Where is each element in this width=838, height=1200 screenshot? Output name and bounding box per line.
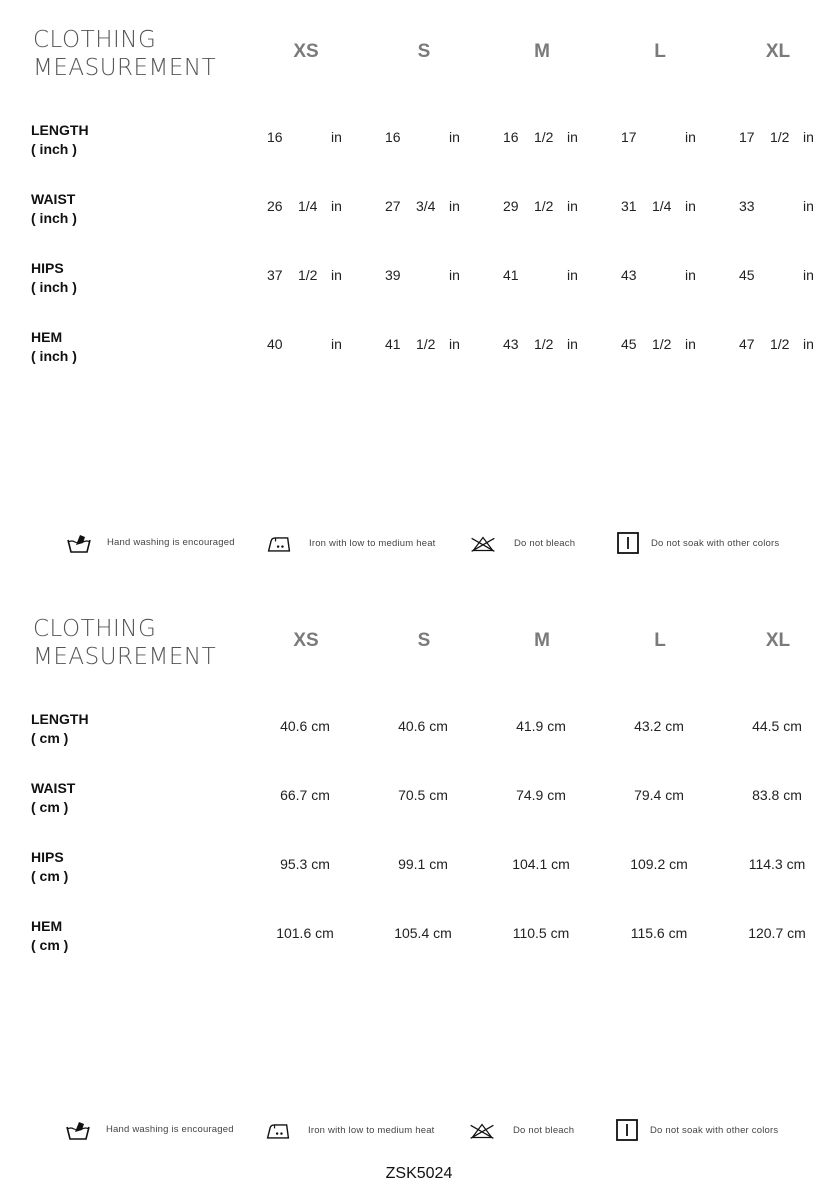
value-whole: 29 bbox=[503, 198, 519, 214]
size-header-xs: XS bbox=[293, 41, 319, 62]
value-cell: 74.9 cm bbox=[516, 787, 566, 803]
row-label-text: LENGTH bbox=[31, 122, 89, 138]
title-line-2: MEASUREMENT bbox=[33, 55, 217, 81]
row-label-hem bbox=[31, 917, 68, 955]
row-label-text: HEM bbox=[31, 329, 63, 345]
value-unit: in bbox=[331, 267, 342, 283]
value-unit: in bbox=[449, 336, 460, 352]
no-soak-icon bbox=[615, 531, 641, 555]
value-fraction: 1/4 bbox=[652, 198, 672, 214]
row-label-text: LENGTH bbox=[31, 711, 89, 727]
value-unit: in bbox=[685, 336, 696, 352]
title-line-2: MEASUREMENT bbox=[33, 644, 217, 670]
value-cell: 114.3 cm bbox=[748, 856, 806, 872]
value-unit: in bbox=[803, 198, 814, 214]
value-unit: in bbox=[567, 336, 578, 352]
value-unit: in bbox=[803, 129, 814, 145]
row-unit-text: ( inch ) bbox=[31, 210, 77, 226]
row-unit-text: ( cm ) bbox=[31, 868, 69, 884]
value-whole: 45 bbox=[739, 267, 755, 283]
value-cell: 109.2 cm bbox=[630, 856, 688, 872]
value-unit: in bbox=[567, 198, 578, 214]
value-cell: 120.7 cm bbox=[748, 925, 806, 941]
value-cell: 83.8 cm bbox=[752, 787, 802, 803]
row-label-waist bbox=[31, 190, 77, 228]
value-whole: 31 bbox=[621, 198, 637, 214]
iron-icon bbox=[266, 532, 292, 556]
hand-wash-icon bbox=[66, 531, 92, 555]
row-label-hips bbox=[31, 848, 68, 886]
care-text-no-bleach: Do not bleach bbox=[514, 538, 576, 549]
value-cell: 101.6 cm bbox=[276, 925, 334, 941]
value-whole: 40 bbox=[267, 336, 283, 352]
value-cell: 105.4 cm bbox=[394, 925, 452, 941]
care-text-iron: Iron with low to medium heat bbox=[309, 538, 436, 549]
title-line-1: CLOTHING bbox=[33, 616, 157, 642]
value-fraction: 1/4 bbox=[298, 198, 318, 214]
row-unit-text: ( cm ) bbox=[31, 937, 69, 953]
size-header-m: M bbox=[534, 630, 550, 651]
value-fraction: 1/2 bbox=[652, 336, 672, 352]
row-label-length bbox=[31, 710, 89, 748]
value-fraction: 1/2 bbox=[298, 267, 318, 283]
row-label-text: HEM bbox=[31, 918, 63, 934]
size-header-l: L bbox=[654, 630, 666, 651]
value-cell: 95.3 cm bbox=[280, 856, 330, 872]
no-bleach-icon bbox=[470, 532, 496, 556]
value-unit: in bbox=[331, 198, 342, 214]
size-header-s: S bbox=[417, 41, 431, 62]
value-cell: 44.5 cm bbox=[752, 718, 802, 734]
value-whole: 33 bbox=[739, 198, 755, 214]
row-unit-text: ( cm ) bbox=[31, 799, 69, 815]
value-cell: 110.5 cm bbox=[512, 925, 570, 941]
care-text-no-bleach: Do not bleach bbox=[513, 1125, 575, 1136]
value-fraction: 1/2 bbox=[416, 336, 436, 352]
care-text-no-soak: Do not soak with other colors bbox=[650, 1125, 779, 1136]
section-title bbox=[33, 615, 216, 671]
size-header-l: L bbox=[654, 41, 666, 62]
value-cell: 40.6 cm bbox=[280, 718, 330, 734]
title-line-1: CLOTHING bbox=[33, 27, 157, 53]
value-whole: 43 bbox=[621, 267, 637, 283]
value-unit: in bbox=[685, 198, 696, 214]
value-fraction: 1/2 bbox=[770, 336, 790, 352]
care-text-no-soak: Do not soak with other colors bbox=[651, 538, 780, 549]
value-cell: 66.7 cm bbox=[280, 787, 330, 803]
value-cell: 43.2 cm bbox=[634, 718, 684, 734]
value-fraction: 1/2 bbox=[534, 129, 554, 145]
row-label-text: WAIST bbox=[31, 191, 76, 207]
value-unit: in bbox=[449, 267, 460, 283]
value-unit: in bbox=[803, 267, 814, 283]
value-unit: in bbox=[331, 129, 342, 145]
row-label-text: WAIST bbox=[31, 780, 76, 796]
value-whole: 17 bbox=[739, 129, 755, 145]
value-cell: 40.6 cm bbox=[398, 718, 448, 734]
size-header-m: M bbox=[534, 41, 550, 62]
row-label-text: HIPS bbox=[31, 260, 64, 276]
value-unit: in bbox=[449, 129, 460, 145]
value-unit: in bbox=[449, 198, 460, 214]
size-header-xl: XL bbox=[765, 41, 791, 62]
value-whole: 16 bbox=[385, 129, 401, 145]
value-unit: in bbox=[567, 267, 578, 283]
value-cell: 115.6 cm bbox=[630, 925, 688, 941]
value-whole: 16 bbox=[503, 129, 519, 145]
value-whole: 26 bbox=[267, 198, 283, 214]
value-whole: 47 bbox=[739, 336, 755, 352]
no-soak-icon bbox=[614, 1118, 640, 1142]
value-whole: 37 bbox=[267, 267, 283, 283]
row-label-text: HIPS bbox=[31, 849, 64, 865]
row-unit-text: ( inch ) bbox=[31, 348, 77, 364]
row-unit-text: ( inch ) bbox=[31, 141, 77, 157]
value-cell: 41.9 cm bbox=[516, 718, 566, 734]
row-label-waist bbox=[31, 779, 75, 817]
value-whole: 16 bbox=[267, 129, 283, 145]
row-label-hem bbox=[31, 328, 77, 366]
value-unit: in bbox=[567, 129, 578, 145]
product-code: ZSK5024 bbox=[385, 1165, 453, 1182]
value-whole: 27 bbox=[385, 198, 401, 214]
value-cell: 70.5 cm bbox=[398, 787, 448, 803]
iron-icon bbox=[265, 1119, 291, 1143]
care-text-hand-wash: Hand washing is encouraged bbox=[106, 1124, 234, 1135]
value-cell: 79.4 cm bbox=[634, 787, 684, 803]
value-fraction: 3/4 bbox=[416, 198, 436, 214]
value-fraction: 1/2 bbox=[534, 336, 554, 352]
row-label-length bbox=[31, 121, 89, 159]
size-header-s: S bbox=[417, 630, 431, 651]
value-cell: 104.1 cm bbox=[512, 856, 570, 872]
care-text-hand-wash: Hand washing is encouraged bbox=[107, 537, 235, 548]
row-unit-text: ( cm ) bbox=[31, 730, 69, 746]
value-whole: 39 bbox=[385, 267, 401, 283]
care-text-iron: Iron with low to medium heat bbox=[308, 1125, 435, 1136]
value-unit: in bbox=[803, 336, 814, 352]
value-fraction: 1/2 bbox=[534, 198, 554, 214]
value-whole: 17 bbox=[621, 129, 637, 145]
value-unit: in bbox=[685, 129, 696, 145]
value-whole: 43 bbox=[503, 336, 519, 352]
value-fraction: 1/2 bbox=[770, 129, 790, 145]
row-label-hips bbox=[31, 259, 77, 297]
value-whole: 41 bbox=[385, 336, 401, 352]
size-header-xl: XL bbox=[765, 630, 791, 651]
size-header-xs: XS bbox=[293, 630, 319, 651]
no-bleach-icon bbox=[469, 1119, 495, 1143]
section-title bbox=[33, 26, 216, 82]
value-unit: in bbox=[685, 267, 696, 283]
value-whole: 45 bbox=[621, 336, 637, 352]
value-whole: 41 bbox=[503, 267, 519, 283]
value-cell: 99.1 cm bbox=[398, 856, 448, 872]
value-unit: in bbox=[331, 336, 342, 352]
hand-wash-icon bbox=[65, 1118, 91, 1142]
row-unit-text: ( inch ) bbox=[31, 279, 77, 295]
